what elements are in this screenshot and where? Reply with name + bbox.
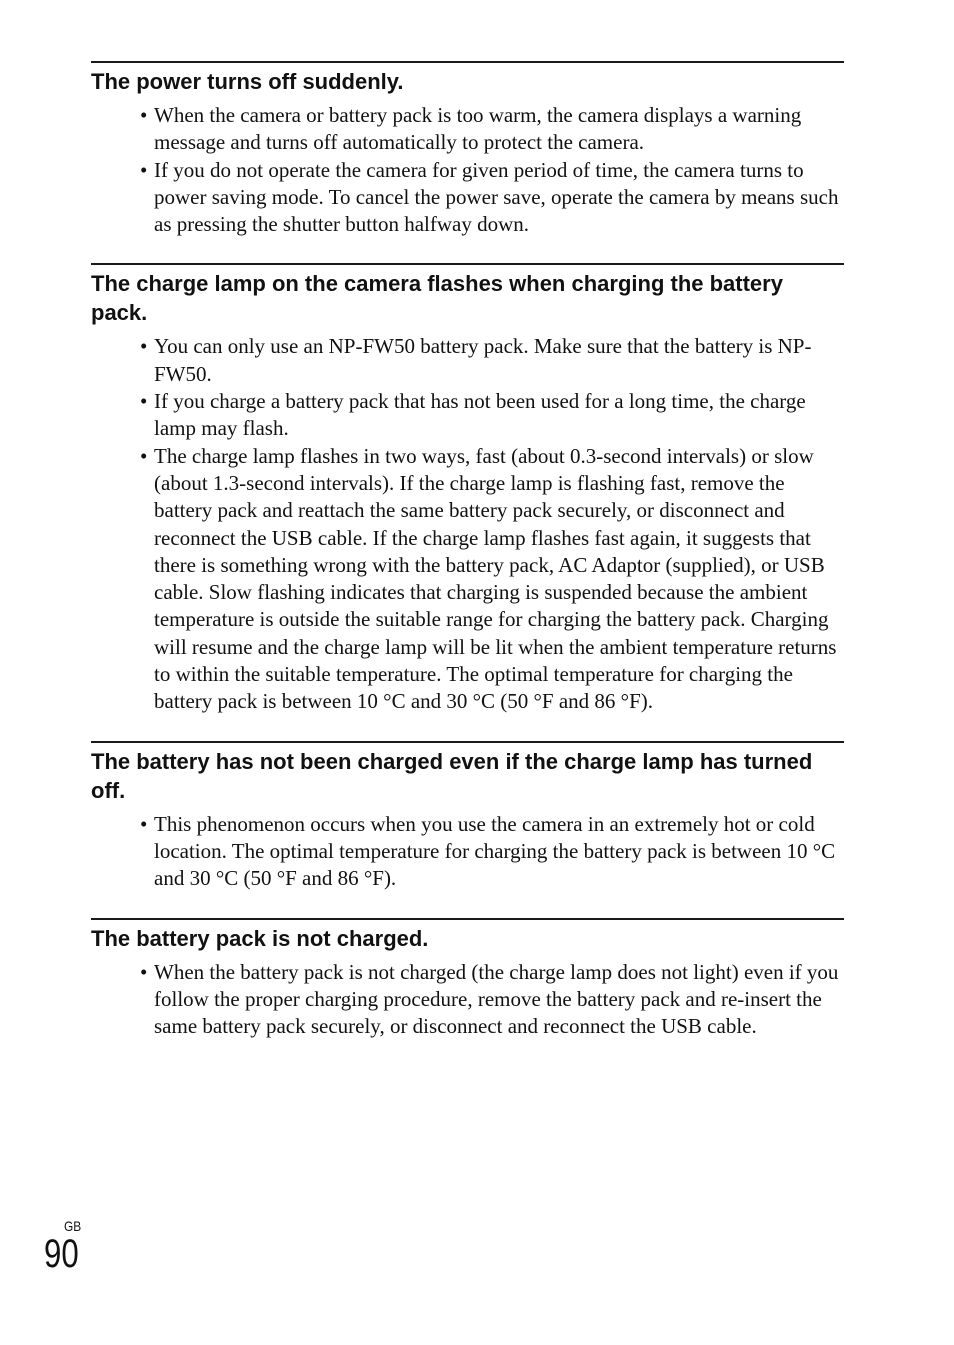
page-footer	[44, 1218, 89, 1274]
section-heading: The battery has not been charged even if the charge lamp has turned off.	[91, 748, 813, 803]
section-battery-not-charged	[91, 918, 844, 1041]
section-heading: The power turns off suddenly.	[91, 69, 404, 94]
section-heading: The battery pack is not charged.	[91, 925, 429, 951]
section-charge-lamp-flashes	[91, 263, 844, 715]
list-item: • You can only use an NP-FW50 battery pack. Make sure that the battery is NP-FW50.	[154, 333, 844, 388]
section-power-off	[91, 61, 844, 238]
section-not-charged-lamp-off	[91, 741, 844, 893]
region-code: GB	[64, 1218, 82, 1234]
bullet-list	[91, 811, 844, 893]
list-item: • The charge lamp flashes in two ways, fast (about 0.3-second intervals) or slow (about 1.3-second intervals). If the charge lamp is flashing fast, remove the battery pack and reattach the same battery pack securely, or disconnect and reconnect the USB cable. If the charge lamp flashes fast again, it suggests that there is something wrong with the battery pack, AC Adaptor (supplied), or USB cable. Slow flashing indicates that charging is suspended because the ambient temperature is outside the suitable range for charging the battery pack. Charging will resume and the charge lamp will be lit when the ambient temperature returns to within the suitable temperature. The optimal temperature for charging the battery pack is between 10 °C and 30 °C (50 °F and 86 °F).	[154, 443, 844, 716]
page-number: 90	[44, 1232, 79, 1276]
page-content	[91, 61, 844, 1065]
bullet-list	[91, 959, 844, 1041]
list-item: • If you do not operate the camera for given period of time, the camera turns to power saving mode. To cancel the power save, operate the camera by means such as pressing the shutter button halfway down.	[154, 157, 844, 239]
list-item: • If you charge a battery pack that has not been used for a long time, the charge lamp may flash.	[154, 388, 844, 443]
bullet-list	[91, 333, 844, 715]
list-item: • This phenomenon occurs when you use the camera in an extremely hot or cold location. The optimal temperature for charging the battery pack is between 10 °C and 30 °C (50 °F and 86 °F).	[154, 811, 844, 893]
list-item: • When the battery pack is not charged (the charge lamp does not light) even if you follow the proper charging procedure, remove the battery pack and re-insert the same battery pack securely, or disconnect and reconnect the USB cable.	[154, 959, 844, 1041]
bullet-list	[91, 102, 844, 238]
list-item: • When the camera or battery pack is too warm, the camera displays a warning message and turns off automatically to protect the camera.	[154, 102, 844, 157]
section-heading: The charge lamp on the camera flashes when charging the battery pack.	[91, 271, 783, 326]
